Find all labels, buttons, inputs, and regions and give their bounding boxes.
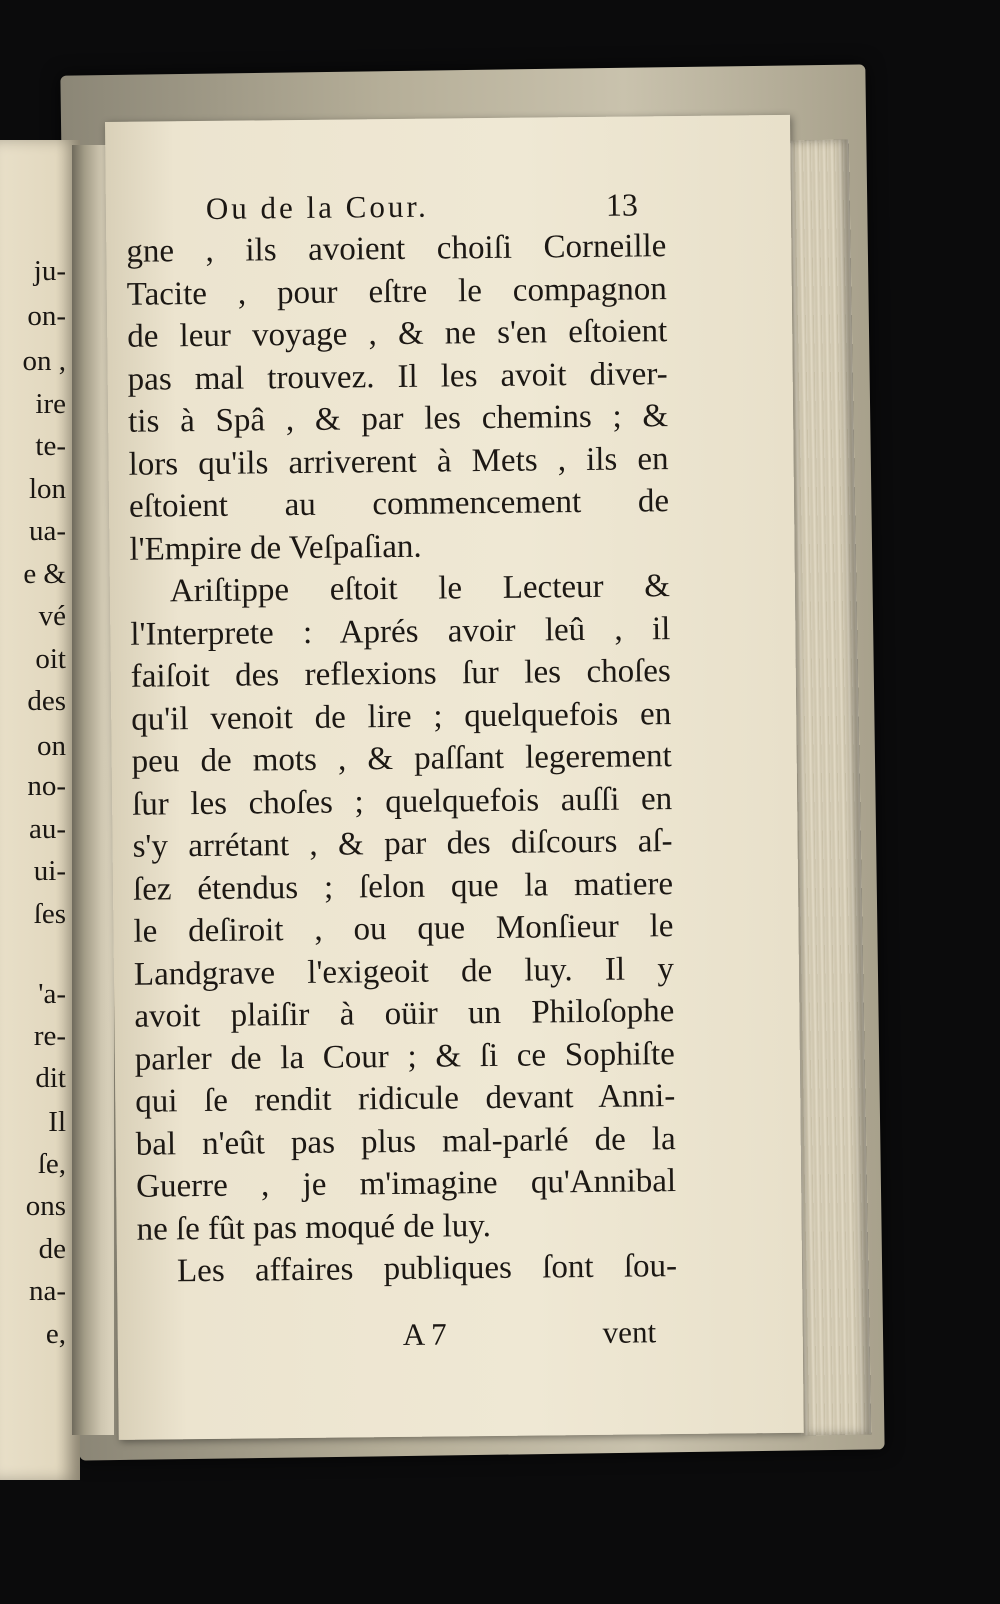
left-page-fragment: e & <box>23 558 66 590</box>
text-line: Ariſtippe eſtoit le Lecteur & <box>169 568 671 610</box>
left-page-fragment: ons <box>25 1190 66 1222</box>
text-line: peu de mots , & paſſant legerement <box>131 738 672 780</box>
text-line: Guerre , je m'imagine qu'Annibal <box>135 1163 677 1205</box>
text-line: lors qu'ils arriverent à Mets , ils en <box>128 440 669 483</box>
left-page-fragment: re- <box>33 1020 66 1052</box>
text-line: qu'il venoit de lire ; quelquefois en <box>131 695 672 738</box>
text-line: de leur voyage , & ne s'en eſtoient <box>127 313 668 355</box>
text-line: l'Empire de Veſpaſian. <box>129 528 422 568</box>
left-page-fragment: on- <box>27 300 66 332</box>
text-line: ne ſe fût pas moqué de luy. <box>136 1207 492 1248</box>
left-page-fragment: au- <box>28 813 66 845</box>
running-head: Ou de la Cour. <box>205 188 429 226</box>
left-page-fragment: ua- <box>28 515 66 547</box>
text-line: parler de la Cour ; & ſi ce Sophiſte <box>134 1035 675 1078</box>
text-line: gne , ils avoient choiſi Corneille <box>126 228 667 270</box>
left-page-fragment: ire <box>35 388 66 420</box>
text-line: Landgrave l'exigeoit de luy. Il y <box>133 950 675 993</box>
left-page-fragment: dit <box>35 1062 66 1094</box>
text-line: Les affaires publiques ſont ſou- <box>176 1248 678 1290</box>
text-line: ſez étendus ; ſelon que la matiere <box>132 865 674 908</box>
left-page-fragment: ju- <box>33 255 66 287</box>
text-line: ſur les choſes ; quelquefois auſſi en <box>131 780 673 823</box>
text-line: qui ſe rendit ridicule devant Anni- <box>135 1078 676 1120</box>
text-line: Tacite , pour eſtre le compagnon <box>126 270 667 313</box>
left-page-fragment: e, <box>45 1318 66 1350</box>
page-number: 13 <box>605 186 639 223</box>
left-page-fragment: ui- <box>33 855 66 887</box>
text-line: l'Interprete : Aprés avoir leû , il <box>130 610 671 653</box>
left-page-fragment: 'a- <box>38 978 66 1010</box>
catchword: vent <box>602 1314 657 1350</box>
text-line: le deſiroit , ou que Monſieur le <box>133 908 674 950</box>
text-line: bal n'eût pas plus mal-parlé de la <box>135 1120 676 1163</box>
text-line: pas mal trouvez. Il les avoit diver- <box>127 355 668 398</box>
left-page-fragment: Il <box>48 1106 66 1138</box>
right-page <box>105 115 804 1440</box>
text-line: avoit plaiſir à oüir un Philoſophe <box>134 993 675 1035</box>
left-page-fragment: no- <box>27 770 66 802</box>
left-page-fragment: ſes <box>33 898 66 930</box>
text-line: faiſoit des reflexions ſur les choſes <box>130 653 671 695</box>
left-page-fragment: des <box>27 685 66 717</box>
left-page-fragment: vé <box>38 600 66 632</box>
text-line: s'y arrétant , & par des diſcours aſ- <box>132 823 673 865</box>
left-page-fragment: on , <box>22 345 66 377</box>
left-page-fragment: de <box>38 1233 66 1265</box>
left-page-fragment: na- <box>28 1275 66 1307</box>
left-page-fragment: ſe, <box>37 1148 66 1180</box>
left-page-fragment: lon <box>28 473 66 505</box>
text-line: tis à Spâ , & par les chemins ; & <box>127 398 669 440</box>
left-page <box>0 140 80 1480</box>
left-page-fragment: on <box>37 730 66 762</box>
signature-mark: A 7 <box>402 1316 447 1352</box>
left-page-fragment: te- <box>35 430 66 462</box>
text-line: eſtoient au commencement de <box>128 483 670 525</box>
left-page-fragment: oit <box>35 643 66 675</box>
